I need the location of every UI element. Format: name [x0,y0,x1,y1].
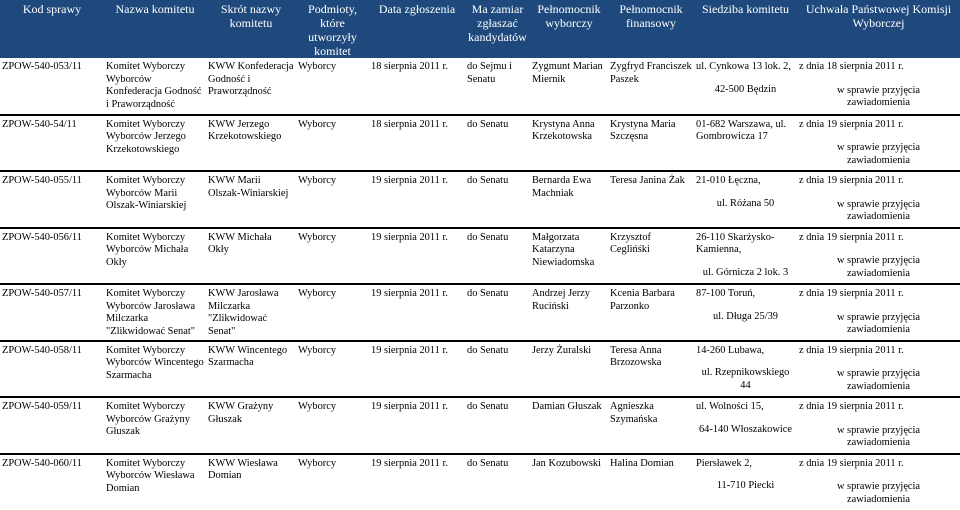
founding-entities-cell: Wyborcy [296,454,369,510]
committee-short-name-cell: KWW Jerzego Krzekotowskiego [206,115,296,172]
submission-date-cell: 19 sierpnia 2011 r. [369,228,465,285]
committee-name-cell: Komitet Wyborczy Wyborców Jarosława Milczarka "Zlikwidować Senat" [104,284,206,341]
committee-name-cell: Komitet Wyborczy Wyborców Wiesława Domian [104,454,206,510]
committee-name-cell: Komitet Wyborczy Wyborców Grażyny Głuszak [104,397,206,454]
header-skrot-nazwy: Skrót nazwy komitetu [206,0,296,58]
seat-line-2: ul. Różana 50 [696,198,795,211]
election-agent-cell: Andrzej Jerzy Ruciński [530,284,608,341]
financial-agent-cell: Halina Domian [608,454,694,510]
candidate-intent-cell: do Senatu [465,284,530,341]
case-code-cell: ZPOW-540-053/11 [0,58,104,115]
committee-short-name-cell: KWW Michała Okły [206,228,296,285]
table-row [0,115,960,172]
financial-agent-cell: Teresa Janina Żak [608,171,694,228]
financial-agent-cell: Teresa Anna Brzozowska [608,341,694,398]
candidate-intent-cell: do Senatu [465,228,530,285]
candidate-intent-cell: do Senatu [465,341,530,398]
header-pelnomocnik-finansowy: Pełnomocnik finansowy [608,0,694,58]
case-code-cell: ZPOW-540-059/11 [0,397,104,454]
resolution-line-1: z dnia 19 sierpnia 2011 r. [799,288,958,301]
resolution-line-1: z dnia 19 sierpnia 2011 r. [799,458,958,471]
resolution-line-2: w sprawie przyjęcia [799,255,958,268]
founding-entities-cell: Wyborcy [296,171,369,228]
case-code-cell: ZPOW-540-057/11 [0,284,104,341]
resolution-line-3: zawiadomienia [799,155,958,168]
resolution-line-2: w sprawie przyjęcia [799,199,958,212]
seat-line-1: ul. Wolności 15, [696,401,795,414]
resolution-cell [797,397,960,454]
seat-line-1: 14-260 Lubawa, [696,345,795,358]
committee-short-name-cell: KWW Wincentego Szarmacha [206,341,296,398]
resolution-line-2: w sprawie przyjęcia [799,85,958,98]
founding-entities-cell: Wyborcy [296,284,369,341]
founding-entities-cell: Wyborcy [296,115,369,172]
candidate-intent-cell: do Senatu [465,171,530,228]
election-agent-cell: Małgorzata Katarzyna Niewiadomska [530,228,608,285]
resolution-cell [797,171,960,228]
case-code-cell: ZPOW-540-056/11 [0,228,104,285]
resolution-line-2: w sprawie przyjęcia [799,425,958,438]
submission-date-cell: 19 sierpnia 2011 r. [369,171,465,228]
resolution-cell [797,284,960,341]
resolution-line-1: z dnia 19 sierpnia 2011 r. [799,232,958,245]
seat-cell [694,228,797,285]
seat-line-2: 42-500 Będzin [696,84,795,97]
resolution-line-1: z dnia 19 sierpnia 2011 r. [799,119,958,132]
resolution-line-2: w sprawie przyjęcia [799,312,958,325]
seat-cell [694,454,797,510]
table-row [0,454,960,510]
founding-entities-cell: Wyborcy [296,341,369,398]
seat-line-2: ul. Górnicza 2 lok. 3 [696,267,795,280]
seat-cell [694,284,797,341]
founding-entities-cell: Wyborcy [296,58,369,115]
resolution-line-3: zawiadomienia [799,211,958,224]
resolution-line-2: w sprawie przyjęcia [799,142,958,155]
candidate-intent-cell: do Senatu [465,454,530,510]
committee-name-cell: Komitet Wyborczy Wyborców Marii Olszak-Winiarskiej [104,171,206,228]
committee-name-cell: Komitet Wyborczy Wyborców Michała Okły [104,228,206,285]
resolution-line-3: zawiadomienia [799,97,958,110]
candidate-intent-cell: do Senatu [465,397,530,454]
header-podmioty: Podmioty, które utworzyły komitet [296,0,369,58]
header-uchwala-pkw: Uchwała Państwowej Komisji Wyborczej [797,0,960,58]
seat-cell [694,58,797,115]
election-agent-cell: Damian Głuszak [530,397,608,454]
table-row [0,228,960,285]
table-row [0,171,960,228]
seat-line-1: Piersławek 2, [696,458,795,471]
seat-cell [694,115,797,172]
seat-line-1: ul. Cynkowa 13 lok. 2, [696,61,795,74]
seat-line-2: 64-140 Włoszakowice [696,424,795,437]
resolution-cell [797,58,960,115]
committee-name-cell: Komitet Wyborczy Wyborców Konfederacja Godność i Praworządność [104,58,206,115]
seat-cell [694,341,797,398]
resolution-line-1: z dnia 18 sierpnia 2011 r. [799,61,958,74]
case-code-cell: ZPOW-540-058/11 [0,341,104,398]
committee-short-name-cell: KWW Jarosława Milczarka "Zlikwidować Senat" [206,284,296,341]
table-row [0,341,960,398]
financial-agent-cell: Zygfryd Franciszek Paszek [608,58,694,115]
election-agent-cell: Jerzy Żuralski [530,341,608,398]
case-code-cell: ZPOW-540-055/11 [0,171,104,228]
case-code-cell: ZPOW-540-54/11 [0,115,104,172]
resolution-line-2: w sprawie przyjęcia [799,368,958,381]
committee-short-name-cell: KWW Wiesława Domian [206,454,296,510]
seat-line-1: 01-682 Warszawa, ul. Gombrowicza 17 [696,119,795,144]
header-kod-sprawy: Kod sprawy [0,0,104,58]
financial-agent-cell: Kcenia Barbara Parzonko [608,284,694,341]
resolution-cell [797,454,960,510]
seat-line-1: 87-100 Toruń, [696,288,795,301]
election-agent-cell: Krystyna Anna Krzekotowska [530,115,608,172]
seat-line-2: ul. Rzepnikowskiego 44 [696,367,795,392]
election-agent-cell: Zygmunt Marian Miernik [530,58,608,115]
committee-short-name-cell: KWW Konfederacja Godność i Praworządność [206,58,296,115]
founding-entities-cell: Wyborcy [296,228,369,285]
submission-date-cell: 18 sierpnia 2011 r. [369,115,465,172]
seat-cell [694,397,797,454]
resolution-line-1: z dnia 19 sierpnia 2011 r. [799,401,958,414]
resolution-line-3: zawiadomienia [799,268,958,281]
founding-entities-cell: Wyborcy [296,397,369,454]
committee-short-name-cell: KWW Marii Olszak-Winiarskiej [206,171,296,228]
header-ma-zamiar: Ma zamiar zgłaszać kandydatów [465,0,530,58]
financial-agent-cell: Krzysztof Ceglińśki [608,228,694,285]
seat-line-2: 11-710 Piecki [696,480,795,493]
header-pelnomocnik-wyborczy: Pełnomocnik wyborczy [530,0,608,58]
resolution-line-3: zawiadomienia [799,324,958,337]
table-row [0,397,960,454]
table-row [0,284,960,341]
resolution-line-1: z dnia 19 sierpnia 2011 r. [799,175,958,188]
election-agent-cell: Jan Kozubowski [530,454,608,510]
case-code-cell: ZPOW-540-060/11 [0,454,104,510]
seat-line-1: 21-010 Łęczna, [696,175,795,188]
resolution-line-3: zawiadomienia [799,437,958,450]
resolution-line-3: zawiadomienia [799,494,958,507]
resolution-cell [797,115,960,172]
header-row [0,0,960,58]
financial-agent-cell: Agnieszka Szymańska [608,397,694,454]
financial-agent-cell: Krystyna Maria Szczęsna [608,115,694,172]
resolution-cell [797,228,960,285]
seat-line-2: ul. Długa 25/39 [696,311,795,324]
candidate-intent-cell: do Sejmu i Senatu [465,58,530,115]
header-nazwa-komitetu: Nazwa komitetu [104,0,206,58]
resolution-line-2: w sprawie przyjęcia [799,481,958,494]
table-row [0,58,960,115]
election-agent-cell: Bernarda Ewa Machniak [530,171,608,228]
candidate-intent-cell: do Senatu [465,115,530,172]
committee-name-cell: Komitet Wyborczy Wyborców Jerzego Krzekotowskiego [104,115,206,172]
resolution-line-3: zawiadomienia [799,381,958,394]
submission-date-cell: 18 sierpnia 2011 r. [369,58,465,115]
header-data-zgloszenia: Data zgłoszenia [369,0,465,58]
submission-date-cell: 19 sierpnia 2011 r. [369,454,465,510]
seat-cell [694,171,797,228]
seat-line-1: 26-110 Skarżysko-Kamienna, [696,232,795,257]
submission-date-cell: 19 sierpnia 2011 r. [369,341,465,398]
submission-date-cell: 19 sierpnia 2011 r. [369,284,465,341]
committee-short-name-cell: KWW Grażyny Głuszak [206,397,296,454]
resolution-cell [797,341,960,398]
resolution-line-1: z dnia 19 sierpnia 2011 r. [799,345,958,358]
submission-date-cell: 19 sierpnia 2011 r. [369,397,465,454]
header-siedziba: Siedziba komitetu [694,0,797,58]
committee-name-cell: Komitet Wyborczy Wyborców Wincentego Szarmacha [104,341,206,398]
